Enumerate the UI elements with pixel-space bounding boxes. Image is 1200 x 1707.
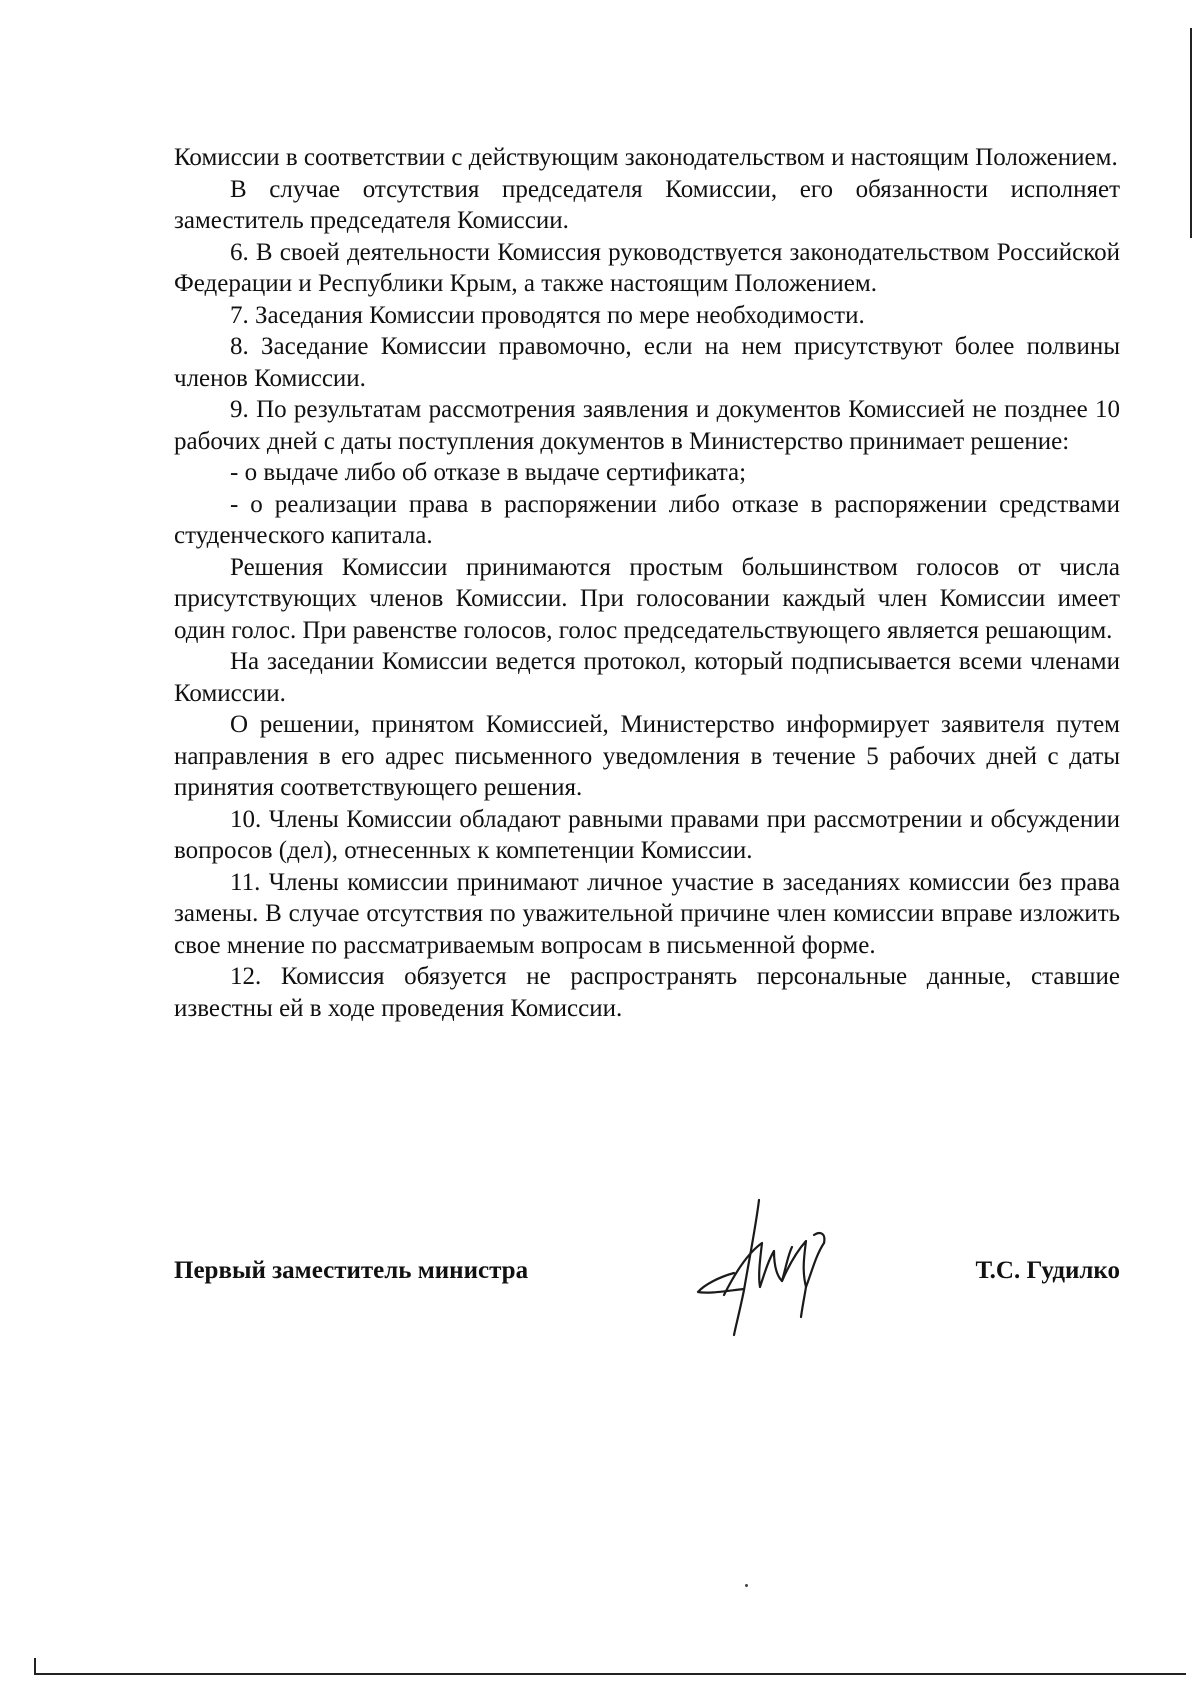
scan-edge-bottom	[36, 1673, 1186, 1675]
paragraph-item-8: 8. Заседание Комиссии правомочно, если на нем присутствуют более полвины членов Комиссии.	[174, 333, 1120, 392]
paragraph-chair-absence: В случае отсутствия председателя Комиссии, его обязанности исполняет заместитель председателя Комиссии.	[174, 175, 1120, 234]
handwritten-signature	[664, 1195, 864, 1345]
scan-edge-right	[1190, 28, 1192, 238]
paragraph-item-11: 11. Члены комиссии принимают личное участие в заседаниях комиссии без права замены. В случае отсутствия по уважительной причине член комиссии вправе изложить свое мнение по рассматриваемым вопросам в письменной форме.	[174, 868, 1120, 959]
scan-edge-bottom-tick	[34, 1658, 36, 1675]
paragraph-decisions: Решения Комиссии принимаются простым большинством голосов от числа присутствующих членов Комиссии. При голосовании каждый член Комиссии имеет один голос. При равенстве голосов, голос председательствующего является решающим.	[174, 553, 1120, 644]
paragraph-continuation: Комиссии в соответствии с действующим законодательством и настоящим Положением.	[174, 144, 1118, 171]
paragraph-protocol: На заседании Комиссии ведется протокол, который подписывается всеми членами Комиссии.	[174, 648, 1120, 707]
paragraph-item-10: 10. Члены Комиссии обладают равными правами при рассмотрении и обсуждении вопросов (дел), отнесенных к компетенции Комиссии.	[174, 805, 1120, 864]
scan-artifact-dot	[745, 1584, 748, 1587]
paragraph-item-7: 7. Заседания Комиссии проводятся по мере необходимости.	[230, 301, 865, 329]
paragraph-item-12: 12. Комиссия обязуется не распространять персональные данные, ставшие известны ей в ходе проведения Комиссии.	[174, 963, 1120, 1022]
document-body	[174, 142, 1120, 1024]
paragraph-item-6: 6. В своей деятельности Комиссия руководствуется законодательством Российской Федерации и Республики Крым, а также настоящим Положением.	[174, 238, 1120, 297]
paragraph-item-9-bullet-2: - о реализации права в распоряжении либо отказе в распоряжении средствами студенческого капитала.	[174, 490, 1120, 549]
signatory-position: Первый заместитель министра	[174, 1257, 529, 1284]
paragraph-item-9: 9. По результатам рассмотрения заявления и документов Комиссией не позднее 10 рабочих дней с даты поступления документов в Министерство принимает решение:	[174, 396, 1120, 455]
signatory-name: Т.С. Гудилко	[975, 1257, 1120, 1284]
paragraph-notification: О решении, принятом Комиссией, Министерство информирует заявителя путем направления в его адрес письменного уведомления в течение 5 рабочих дней с даты принятия соответствующего решения.	[174, 711, 1120, 801]
signature-block	[174, 1195, 1120, 1345]
paragraph-item-9-bullet-1: - о выдаче либо об отказе в выдаче сертификата;	[230, 459, 747, 486]
